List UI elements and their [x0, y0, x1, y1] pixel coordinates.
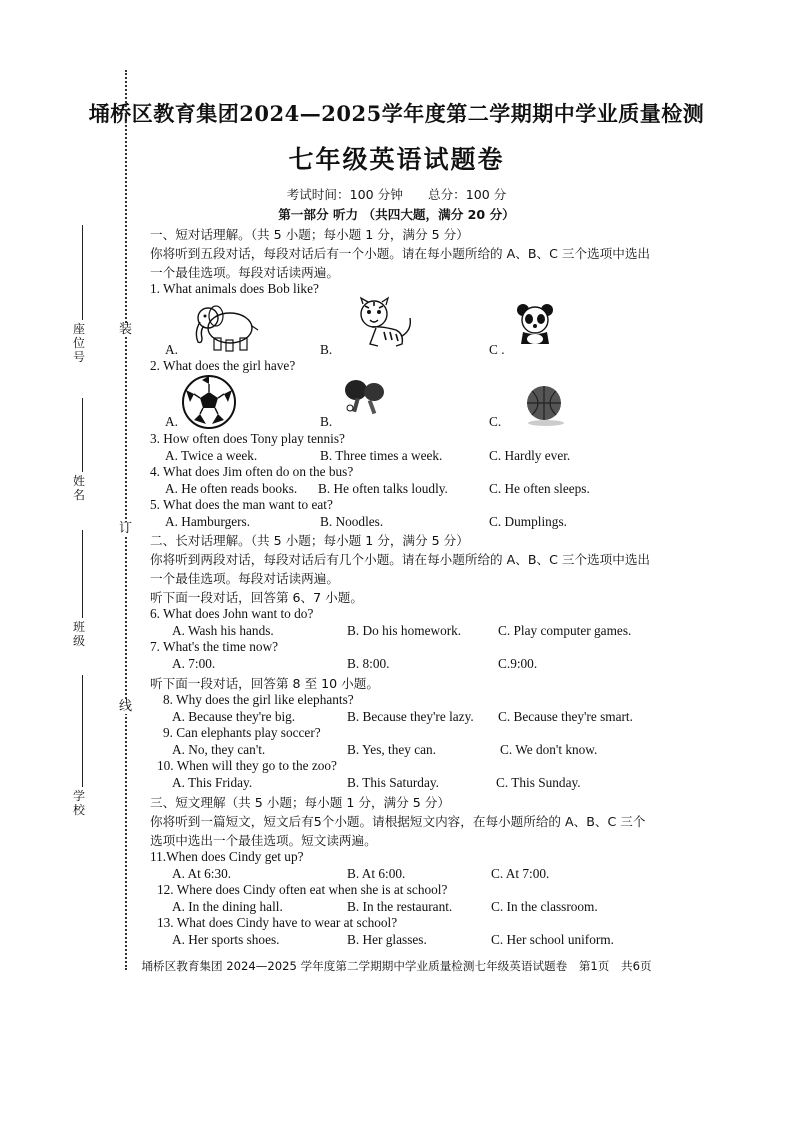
q6-option-b: B. Do his homework. [347, 623, 462, 638]
section1-instruction-line2: 一个最佳选项。每段对话读两遍。 [150, 265, 339, 280]
q10-option-a: A. This Friday. [172, 775, 253, 790]
section2-subinstruction-2: 听下面一段对话，回答第 8 至 10 小题。 [150, 676, 379, 691]
section2-instruction-line1: 你将听到两段对话，每段对话后有几个小题。请在每小题所给的 A、B、C 三个选项中选出 [150, 552, 651, 567]
question-10: 10. When will they go to the zoo? [157, 758, 337, 773]
school-label: 学校 [72, 789, 85, 817]
q7-option-c: C.9:00. [498, 656, 538, 671]
question-8: 8. Why does the girl like elephants? [163, 692, 354, 707]
q11-option-c: C. At 7:00. [491, 866, 550, 881]
question-5: 5. What does the man want to eat? [150, 497, 333, 512]
q12-option-c: C. In the classroom. [491, 899, 598, 914]
school-field[interactable] [72, 675, 96, 820]
q7-option-a: A. 7:00. [172, 656, 216, 671]
question-9: 9. Can elephants play soccer? [163, 725, 321, 740]
q1-option-a-label: A. [165, 342, 178, 357]
q5-option-c: C. Dumplings. [489, 514, 567, 529]
q8-option-c: C. Because they're smart. [498, 709, 633, 724]
section3-heading: 三、短文理解（共 5 小题；每小题 1 分，满分 5 分） [150, 795, 450, 810]
seat-number-label: 座位号 [72, 322, 85, 364]
basketball-icon [524, 383, 568, 432]
section2-instruction-line2: 一个最佳选项。每段对话读两遍。 [150, 571, 339, 586]
section3-instruction-line2: 选项中选出一个最佳选项。短文读两遍。 [150, 833, 377, 848]
class-field[interactable] [72, 530, 96, 650]
question-7: 7. What's the time now? [150, 639, 279, 654]
seat-number-field[interactable] [72, 225, 96, 375]
q3-option-c: C. Hardly ever. [489, 448, 571, 463]
question-3: 3. How often does Tony play tennis? [150, 431, 345, 446]
q3-option-b: B. Three times a week. [320, 448, 443, 463]
q4-option-c: C. He often sleeps. [489, 481, 590, 496]
question-4: 4. What does Jim often do on the bus? [150, 464, 354, 479]
question-12: 12. Where does Cindy often eat when she is at school? [157, 882, 448, 897]
question-1: 1. What animals does Bob like? [150, 281, 319, 296]
ping-pong-paddles-icon [340, 378, 388, 423]
name-label: 姓名 [72, 474, 85, 502]
tiger-icon [352, 296, 416, 357]
q6-option-a: A. Wash his hands. [172, 623, 274, 638]
section1-heading: 一、短对话理解。（共 5 小题；每小题 1 分，满分 5 分） [150, 227, 469, 242]
question-13: 13. What does Cindy have to wear at school? [157, 915, 398, 930]
section1-instruction-line1: 你将听到五段对话，每段对话后有一个小题。请在每小题所给的 A、B、C 三个选项中选出 [150, 246, 651, 261]
section2-subinstruction-1: 听下面一段对话，回答第 6、7 小题。 [150, 590, 363, 605]
question-11: 11.When does Cindy get up? [150, 849, 304, 864]
exam-subtitle: 七年级英语试题卷 [288, 145, 505, 174]
q2-option-c-label: C. [489, 414, 502, 429]
q13-option-c: C. Her school uniform. [491, 932, 614, 947]
q13-option-a: A. Her sports shoes. [172, 932, 280, 947]
soccer-ball-icon [180, 374, 238, 435]
q9-option-b: B. Yes, they can. [347, 742, 437, 757]
question-6: 6. What does John want to do? [150, 606, 314, 621]
elephant-icon [190, 298, 262, 359]
q9-option-a: A. No, they can't. [172, 742, 266, 757]
q1-option-c-label: C . [489, 342, 505, 357]
page-footer: 埇桥区教育集团 2024—2025 学年度第二学期期中学业质量检测七年级英语试题卷 第1页 共6页 [141, 959, 652, 973]
q13-option-b: B. Her glasses. [347, 932, 427, 947]
q5-option-a: A. Hamburgers. [165, 514, 251, 529]
class-label: 班级 [72, 620, 85, 648]
q8-option-a: A. Because they're big. [172, 709, 296, 724]
q9-option-c: C. We don't know. [500, 742, 598, 757]
q10-option-c: C. This Sunday. [496, 775, 581, 790]
q1-option-b-label: B. [320, 342, 333, 357]
question-2: 2. What does the girl have? [150, 358, 296, 373]
q2-option-a-label: A. [165, 414, 178, 429]
q5-option-b: B. Noodles. [320, 514, 384, 529]
binding-mark-ding: 订 [119, 521, 133, 536]
q10-option-b: B. This Saturday. [347, 775, 439, 790]
q12-option-b: B. In the restaurant. [347, 899, 453, 914]
part-one-heading: 第一部分 听力 （共四大题，满分 20 分） [278, 207, 515, 222]
exam-title: 埇桥区教育集团2024—2025学年度第二学期期中学业质量检测 [88, 101, 705, 126]
q3-option-a: A. Twice a week. [165, 448, 258, 463]
binding-mark-zhuang: 装 [119, 322, 133, 337]
binding-mark-xian: 线 [119, 699, 133, 714]
q6-option-c: C. Play computer games. [498, 623, 632, 638]
section3-instruction-line1: 你将听到一篇短文，短文后有5个小题。请根据短文内容，在每小题所给的 A、B、C 三个 [150, 814, 646, 829]
q7-option-b: B. 8:00. [347, 656, 390, 671]
name-field[interactable] [72, 398, 96, 508]
exam-info: 考试时间：100 分钟 总分：100 分 [286, 187, 507, 202]
q2-option-b-label: B. [320, 414, 333, 429]
q8-option-b: B. Because they're lazy. [347, 709, 474, 724]
q11-option-b: B. At 6:00. [347, 866, 406, 881]
q11-option-a: A. At 6:30. [172, 866, 232, 881]
section2-heading: 二、长对话理解。（共 5 小题；每小题 1 分，满分 5 分） [150, 533, 469, 548]
panda-icon [515, 302, 555, 353]
q4-option-b: B. He often talks loudly. [318, 481, 448, 496]
q4-option-a: A. He often reads books. [165, 481, 298, 496]
binding-dotted-line [125, 70, 127, 970]
q12-option-a: A. In the dining hall. [172, 899, 283, 914]
